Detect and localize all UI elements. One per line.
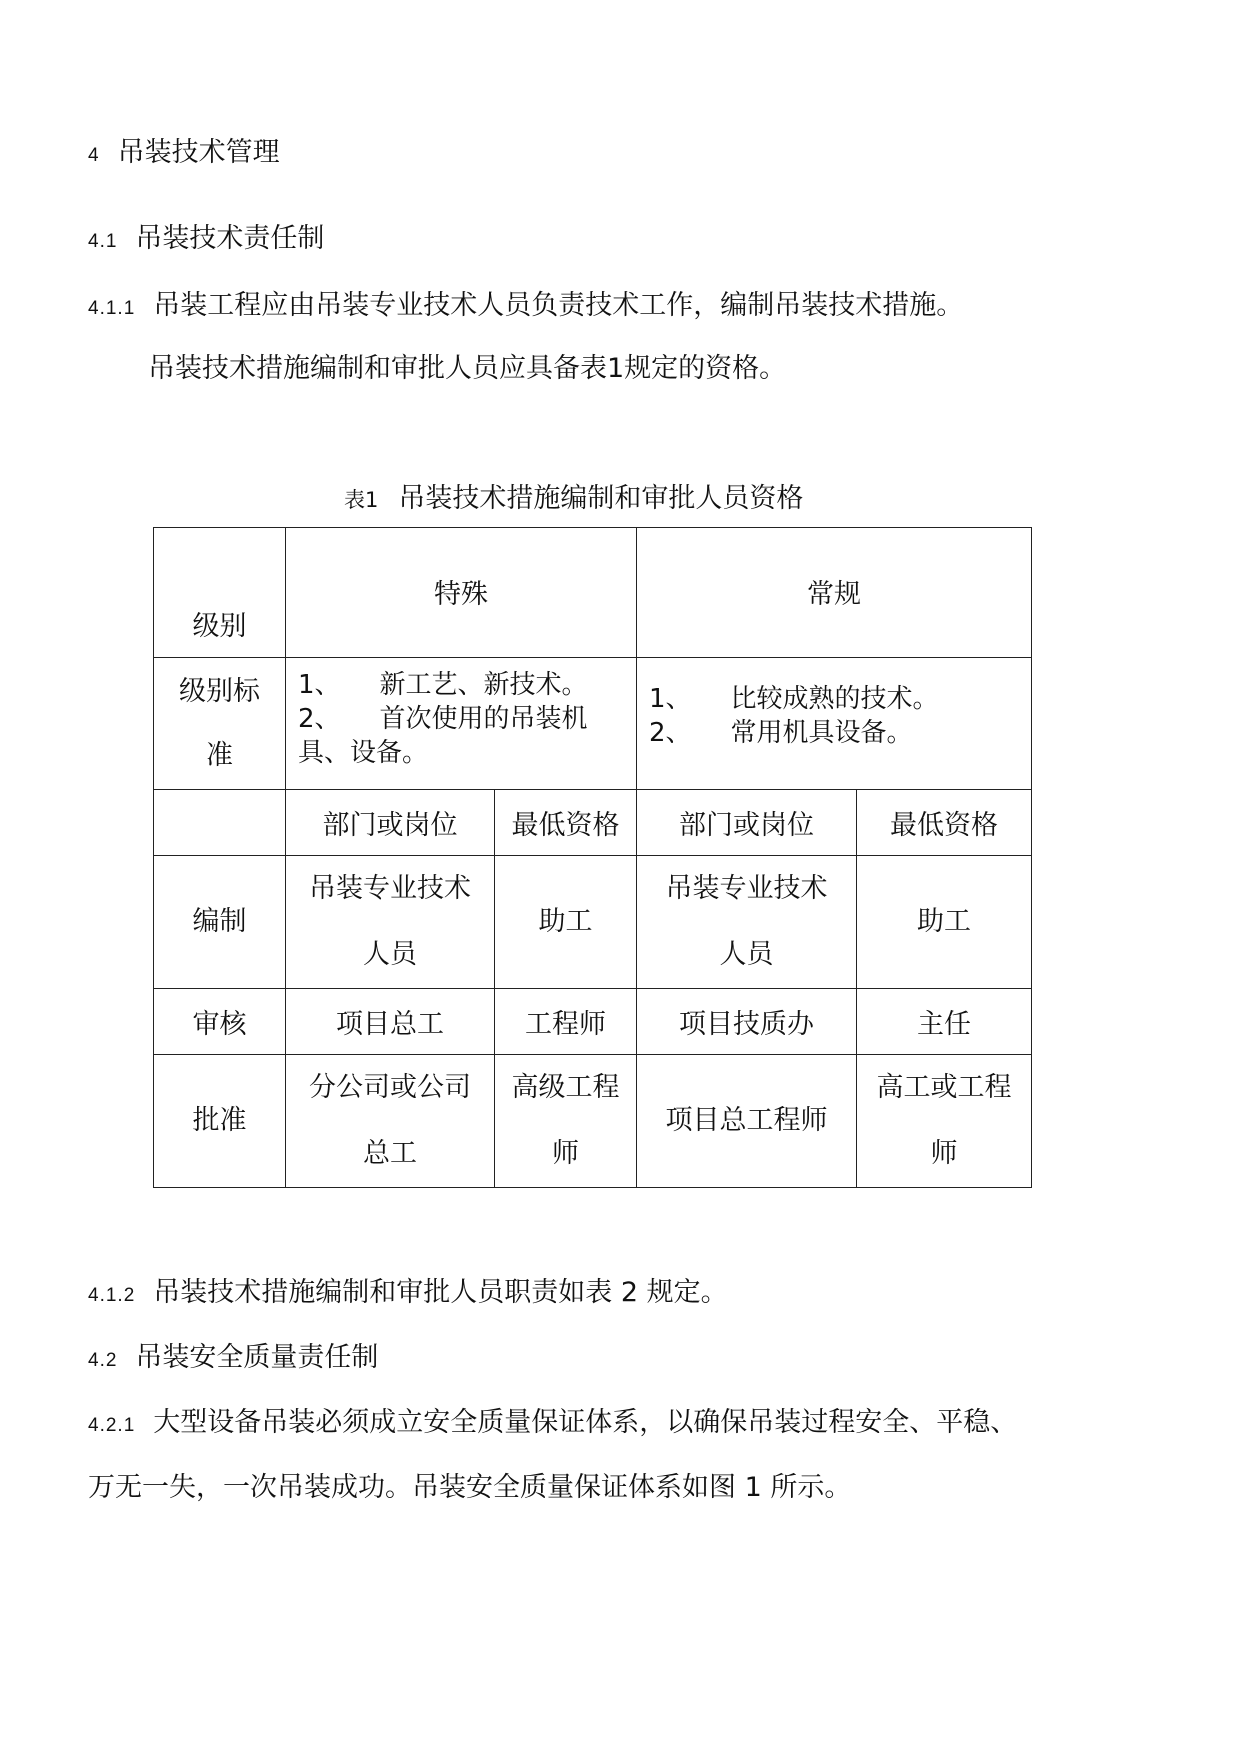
regular-header: 常规 [637, 528, 1032, 658]
regular-criteria-item: 2、 常用机具设备。 [649, 718, 913, 748]
special-criteria [286, 658, 637, 790]
column-header: 最低资格 [495, 790, 637, 856]
table-cell: 吊装专业技术人员 [286, 856, 495, 989]
table-cell: 项目总工 [286, 989, 495, 1055]
table-cell: 项目总工程师 [637, 1055, 857, 1188]
column-header: 最低资格 [857, 790, 1032, 856]
subsection-heading-4-2 [88, 1335, 378, 1374]
clause-number: 4.1.1 [88, 298, 136, 319]
empty-cell [154, 790, 286, 856]
section-title: 吊装技术管理 [117, 137, 280, 168]
section-heading [88, 130, 280, 169]
clause-4-2-1 [88, 1400, 1017, 1439]
column-header: 部门或岗位 [286, 790, 495, 856]
subsection-heading-4-1 [88, 216, 324, 255]
clause-text: 大型设备吊装必须成立安全质量保证体系，以确保吊装过程安全、平稳、 [153, 1407, 1018, 1438]
special-criteria-item: 2、 首次使用的吊装机具、设备。 [298, 704, 588, 768]
clause-number: 4.1.2 [88, 1285, 136, 1306]
level-label: 级别 [154, 528, 286, 658]
subsection-title: 吊装安全质量责任制 [135, 1342, 379, 1373]
subsection-number: 4.2 [88, 1350, 118, 1371]
subsection-title: 吊装技术责任制 [135, 223, 325, 254]
table-caption-title: 吊装技术措施编制和审批人员资格 [398, 483, 804, 514]
clause-4-1-2 [88, 1270, 728, 1309]
regular-criteria-item: 1、 比较成熟的技术。 [649, 684, 939, 714]
column-header: 部门或岗位 [637, 790, 857, 856]
table-cell: 高级工程师 [495, 1055, 637, 1188]
table-cell: 助工 [857, 856, 1032, 989]
clause-4-2-1-continuation: 万无一失，一次吊装成功。吊装安全质量保证体系如图 1 所示。 [88, 1472, 852, 1503]
row-label: 编制 [154, 856, 286, 989]
criteria-label: 级别标准 [154, 658, 286, 790]
table-caption [344, 476, 803, 515]
clause-text: 吊装工程应由吊装专业技术人员负责技术工作，编制吊装技术措施。 [153, 290, 964, 321]
table-cell: 助工 [495, 856, 637, 989]
table-header-row [154, 790, 1032, 856]
table-cell: 分公司或公司总工 [286, 1055, 495, 1188]
clause-4-1-1 [88, 283, 963, 322]
row-label: 审核 [154, 989, 286, 1055]
special-criteria-item: 1、 新工艺、新技术。 [298, 670, 588, 700]
section-number: 4 [88, 145, 100, 166]
table-cell: 主任 [857, 989, 1032, 1055]
qualification-table [153, 527, 1032, 1188]
subsection-number: 4.1 [88, 231, 118, 252]
table-cell: 吊装专业技术人员 [637, 856, 857, 989]
clause-4-1-1-continuation: 吊装技术措施编制和审批人员应具备表1规定的资格。 [148, 353, 787, 384]
clause-text: 吊装技术措施编制和审批人员职责如表 2 规定。 [153, 1277, 728, 1308]
row-label: 批准 [154, 1055, 286, 1188]
clause-number: 4.2.1 [88, 1415, 136, 1436]
regular-criteria [637, 658, 1032, 790]
table-row [154, 1055, 1032, 1188]
table-row [154, 856, 1032, 989]
table-caption-number: 表1 [344, 488, 379, 512]
table-row [154, 658, 1032, 790]
table-cell: 高工或工程师 [857, 1055, 1032, 1188]
table-cell: 项目技质办 [637, 989, 857, 1055]
special-header: 特殊 [286, 528, 637, 658]
table-cell: 工程师 [495, 989, 637, 1055]
table-row [154, 989, 1032, 1055]
table-row [154, 528, 1032, 658]
